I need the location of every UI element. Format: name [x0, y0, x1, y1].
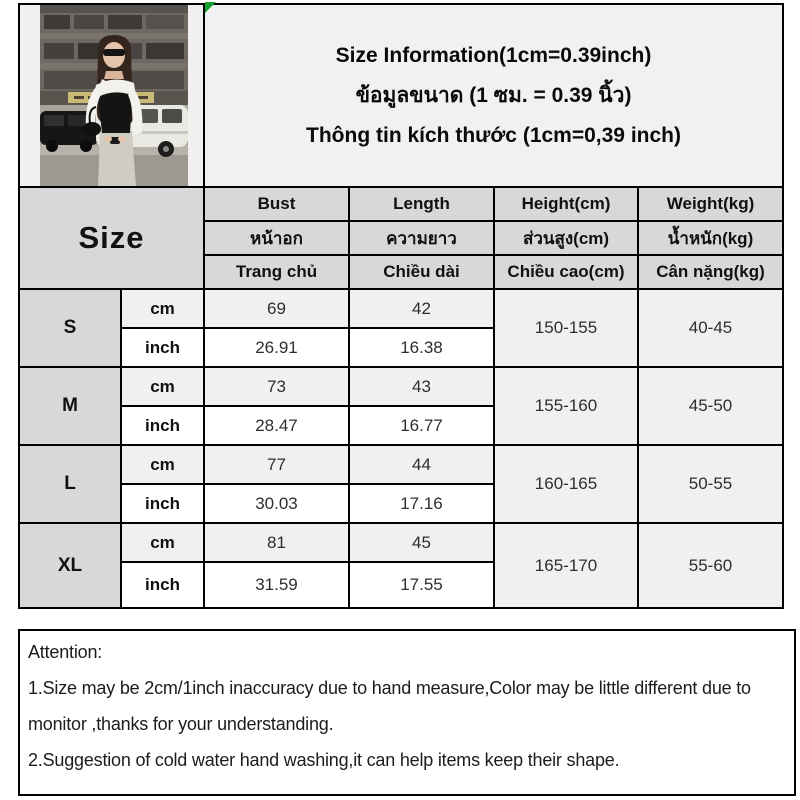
s-bust-cm: 69 [204, 289, 349, 328]
unit-label-cm: cm [121, 523, 204, 562]
row-size-xl: XL [19, 523, 121, 608]
l-weight-range: 50-55 [638, 445, 783, 523]
title-vietnamese: Thông tin kích thước (1cm=0,39 inch) [306, 123, 681, 147]
l-bust-cm: 77 [204, 445, 349, 484]
row-size-m: M [19, 367, 121, 445]
title-english: Size Information(1cm=0.39inch) [335, 43, 652, 67]
unit-label-cm: cm [121, 445, 204, 484]
m-length-cm: 43 [349, 367, 494, 406]
attention-note-2: 2.Suggestion of cold water hand washing,it can help items keep their shape. [28, 750, 620, 770]
xl-weight-range: 55-60 [638, 523, 783, 608]
s-bust-inch: 26.91 [204, 328, 349, 367]
s-length-inch: 16.38 [349, 328, 494, 367]
unit-label-cm: cm [121, 289, 204, 328]
s-length-cm: 42 [349, 289, 494, 328]
row-size-l: L [19, 445, 121, 523]
l-bust-inch: 30.03 [204, 484, 349, 523]
header-bust-en: Bust [204, 187, 349, 221]
title-thai: ข้อมูลขนาด (1 ซม. = 0.39 นิ้ว) [355, 83, 632, 107]
header-height-vi: Chiều cao(cm) [494, 255, 638, 289]
unit-label-inch: inch [121, 562, 204, 608]
unit-label-inch: inch [121, 406, 204, 445]
header-length-vi: Chiều dài [349, 255, 494, 289]
s-height-range: 150-155 [494, 289, 638, 367]
m-length-inch: 16.77 [349, 406, 494, 445]
xl-bust-cm: 81 [204, 523, 349, 562]
size-info-title-cell [204, 4, 783, 187]
m-bust-cm: 73 [204, 367, 349, 406]
s-weight-range: 40-45 [638, 289, 783, 367]
l-length-inch: 17.16 [349, 484, 494, 523]
header-weight-vi: Cân nặng(kg) [638, 255, 783, 289]
xl-length-cm: 45 [349, 523, 494, 562]
l-height-range: 160-165 [494, 445, 638, 523]
unit-label-inch: inch [121, 328, 204, 367]
header-height-th: ส่วนสูง(cm) [494, 221, 638, 255]
xl-bust-inch: 31.59 [204, 562, 349, 608]
attention-note-1: 1.Size may be 2cm/1inch inaccuracy due to hand measure,Color may be little different due to monitor ,thanks for your understanding. [28, 678, 751, 734]
xl-length-inch: 17.55 [349, 562, 494, 608]
attention-heading: Attention: [28, 642, 103, 662]
product-photo-cell [19, 4, 204, 187]
header-height-en: Height(cm) [494, 187, 638, 221]
row-size-s: S [19, 289, 121, 367]
m-weight-range: 45-50 [638, 367, 783, 445]
unit-label-cm: cm [121, 367, 204, 406]
product-photo [40, 5, 188, 186]
header-bust-th: หน้าอก [204, 221, 349, 255]
header-bust-vi: Trang chủ [204, 255, 349, 289]
m-bust-inch: 28.47 [204, 406, 349, 445]
header-length-en: Length [349, 187, 494, 221]
cell-comment-marker [205, 2, 216, 13]
size-table [18, 3, 784, 609]
header-weight-th: น้ำหนัก(kg) [638, 221, 783, 255]
unit-label-inch: inch [121, 484, 204, 523]
l-length-cm: 44 [349, 445, 494, 484]
attention-notes [18, 629, 796, 796]
header-weight-en: Weight(kg) [638, 187, 783, 221]
size-column-header: Size [19, 187, 204, 289]
header-length-th: ความยาว [349, 221, 494, 255]
xl-height-range: 165-170 [494, 523, 638, 608]
m-height-range: 155-160 [494, 367, 638, 445]
